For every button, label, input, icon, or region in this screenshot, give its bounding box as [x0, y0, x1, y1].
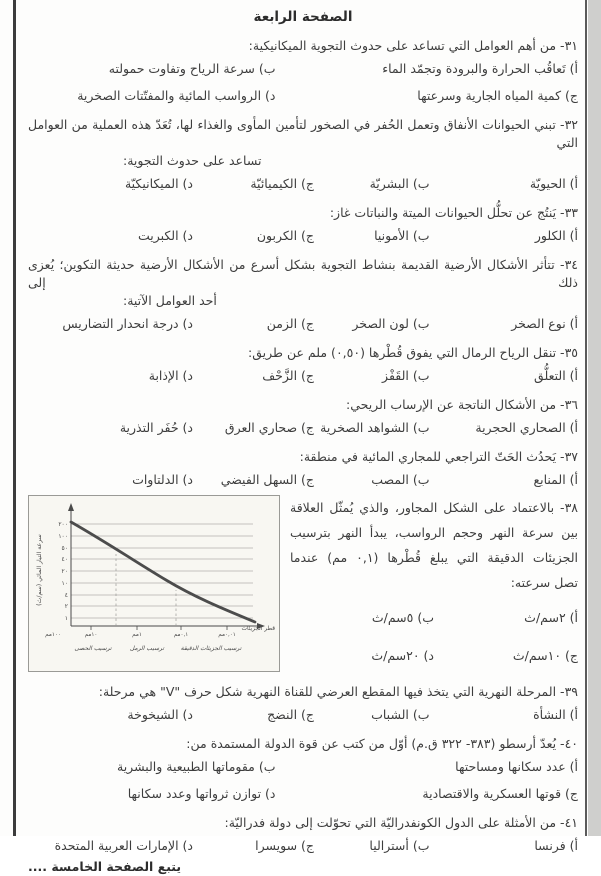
options-row	[28, 60, 578, 105]
option-b: ب) ٥سم/ث	[371, 610, 434, 625]
option-b: ب) المصب	[371, 472, 430, 487]
option-d: د) الإمارات العربية المتحدة	[54, 838, 193, 853]
option-b: ب) أستراليا	[369, 838, 430, 853]
options-row	[28, 758, 578, 803]
dashed-boundaries	[116, 554, 176, 626]
option-c: ج) كمية المياه الجارية وسرعتها	[417, 88, 578, 103]
option-b: ب) القَفْز	[382, 368, 430, 383]
option-d: د) الميكانيكيّة	[124, 176, 193, 191]
x-tick: ٠,١مم	[173, 632, 189, 638]
question-38-text-column	[290, 495, 578, 668]
x-tick: ١٠مم	[84, 632, 98, 638]
page-title: الصفحة الرابعة	[253, 9, 353, 25]
y-tick: ٤٠	[61, 556, 68, 563]
x-tick: ١مم	[132, 632, 142, 638]
option-b: ب) البشريّة	[369, 176, 430, 191]
option-d: د) الدلتاوات	[132, 472, 193, 487]
option-b: ب) سرعة الرياح وتفاوت حمولته	[108, 61, 276, 76]
option-d: د) الإذابة	[148, 368, 193, 383]
options-row	[290, 605, 578, 668]
option-d: د) الرواسب المائية والمفتّتات الصخرية	[77, 88, 276, 103]
option-a: أ) تَعاقُب الحرارة والبرودة وتجمّد الماء	[382, 61, 578, 76]
deposition-curve	[71, 522, 255, 622]
option-b: ب) الشواهد الصخرية	[320, 420, 430, 435]
option-a: أ) الصحاري الحجرية	[475, 420, 578, 435]
y-tick: ٤	[64, 592, 68, 599]
option-c: ج) ١٠سم/ث	[512, 648, 578, 663]
option-c: ج) صحاري العرق	[224, 420, 314, 435]
option-c: ج) الزمن	[266, 316, 314, 331]
question-text: ٣٢- تبني الحيوانات الأنفاق وتعمل الحُفر في الصخور لتأمين المأوى والغذاء لها، تُعَدّ هذه العملية من العوامل التي	[28, 117, 578, 150]
scan-edge-band	[588, 0, 601, 836]
options-row	[28, 367, 578, 385]
options-row	[28, 706, 578, 724]
region-label-fines: ترسيب الجزيئات الدقيقة	[180, 645, 242, 652]
x-tick: ١٠٠مم	[45, 632, 61, 638]
y-tick: ١٠	[61, 580, 68, 587]
option-d: د) الكبريت	[137, 228, 193, 243]
options-row	[28, 315, 578, 333]
question-text: ٣٩- المرحلة النهرية التي يتخذ فيها المقطع العرضي للقناة النهرية شكل حرف "V" هي مرحلة:	[98, 684, 578, 699]
question-text: ٣١- من أهم العوامل التي تساعد على حدوث التجوية الميكانيكية:	[248, 38, 578, 53]
option-c: ج) سويسرا	[255, 838, 314, 853]
page-frame-left	[13, 0, 16, 836]
question-31	[28, 37, 578, 105]
question-35	[28, 344, 578, 385]
question-text-line2: تساعد على حدوث التجوية:	[123, 153, 262, 168]
question-text: ٤١- من الأمثلة على الدول الكونفدراليّة التي تحوّلت إلى دولة فدراليّة:	[224, 815, 578, 830]
region-labels	[74, 645, 242, 652]
y-tick: ١٠٠	[58, 533, 68, 540]
option-b: ب) الأمونيا	[374, 228, 430, 243]
y-tick: ٢٠٠	[58, 521, 68, 528]
option-a: أ) التعلُّق	[534, 368, 578, 383]
y-axis-arrow-icon	[68, 503, 74, 511]
option-a: أ) الكلور	[534, 228, 578, 243]
options-row	[28, 471, 578, 489]
question-text: ٣٤- تتأثر الأشكال الأرضية القديمة بنشاط التجوية بشكل أسرع من الأشكال الأرضية حديثة التكوين؛ يُعزى ذلك إلى	[28, 257, 578, 290]
option-a: أ) نوع الصخر	[511, 316, 578, 331]
question-text-line2: أحد العوامل الآتية:	[123, 293, 217, 308]
option-c: ج) الكيميائيّة	[250, 176, 314, 191]
option-d: د) درجة انحدار التضاريس	[62, 316, 193, 331]
question-33	[28, 204, 578, 245]
option-c: ج) قوتها العسكرية والاقتصادية	[422, 786, 578, 801]
question-text: بين سرعة النهر وحجم الرواسب، يبدأ النهر بترسيب	[290, 525, 578, 540]
x-tick-labels	[45, 632, 236, 638]
question-text: الجزيئات الدقيقة التي يبلغ قُطْرها (٠,١ مم) عندما	[290, 550, 578, 565]
option-b: ب) الشباب	[371, 707, 430, 722]
page-frame-right	[585, 0, 587, 836]
question-39	[28, 683, 578, 724]
option-a: أ) المنابع	[533, 472, 578, 487]
question-34	[28, 256, 578, 333]
option-a: أ) الحيويّة	[529, 176, 578, 191]
question-text: ٣٨- بالاعتماد على الشكل المجاور، والذي يُمثّل العلاقة	[290, 500, 578, 515]
option-a: أ) عدد سكانها ومساحتها	[455, 759, 578, 774]
axes	[71, 508, 259, 626]
option-b: ب) مقوماتها الطبيعية والبشرية	[117, 759, 276, 774]
option-d: د) ٢٠سم/ث	[371, 648, 434, 663]
options-row	[28, 227, 578, 245]
question-text: ٤٠- يُعدّ أرسطو (٣٨٣- ٣٢٢ ق.م) أوّل من كتب عن قوة الدولة المستمدة من:	[186, 736, 578, 751]
question-37	[28, 448, 578, 489]
continuation-note: يتبع الصفحة الخامسة ....	[28, 859, 182, 874]
options-row	[28, 175, 578, 193]
option-c: ج) الكربون	[256, 228, 314, 243]
options-row	[28, 419, 578, 437]
x-tick-marks	[91, 626, 227, 630]
option-d: د) توازن ثرواتها وعدد سكانها	[127, 786, 276, 801]
question-text: ٣٥- تنقل الرياح الرمال التي يفوق قُطْرها (٠,٥٠) ملم عن طريق:	[248, 345, 578, 360]
region-label-sand: ترسيب الرمل	[129, 645, 165, 652]
y-axis-label: سرعة التيار المائي (سم/ث)	[36, 534, 43, 606]
page-content	[28, 0, 578, 876]
option-a: أ) النشأة	[533, 707, 578, 722]
options-row	[28, 837, 578, 855]
option-a: أ) فرنسا	[534, 838, 578, 853]
x-axis-label: قطر الجزيئات	[241, 626, 275, 632]
y-tick-labels	[58, 521, 68, 622]
option-b: ب) لون الصخر	[352, 316, 430, 331]
chart-svg	[31, 498, 277, 664]
option-d: د) الشيخوخة	[127, 707, 193, 722]
option-a: أ) ٢سم/ث	[524, 610, 578, 625]
question-38	[28, 495, 578, 672]
question-text: ٣٧- يَحدُث الحَتّ التراجعي للمجاري المائية في منطقة:	[299, 449, 578, 464]
question-32	[28, 116, 578, 193]
y-tick: ١	[64, 615, 68, 622]
question-40	[28, 735, 578, 803]
question-text: ٣٣- يَنتُج عن تحلُّل الحيوانات الميتة والنباتات غاز:	[329, 205, 578, 220]
y-tick: ٢٠	[61, 568, 68, 575]
option-c: ج) السهل الفيضي	[220, 472, 314, 487]
question-36	[28, 396, 578, 437]
option-d: د) حُفَر التذرية	[119, 420, 193, 435]
x-tick: ٠,٠١مم	[218, 632, 236, 638]
sediment-speed-chart	[28, 495, 280, 672]
region-label-gravel: ترسيب الحصى	[74, 645, 112, 652]
y-tick: ٥٠	[61, 545, 68, 552]
question-text: ٣٦- من الأشكال الناتجة عن الإرساب الريحي:	[346, 397, 578, 412]
y-tick: ٢	[64, 603, 68, 610]
question-41	[28, 814, 578, 855]
question-text: تصل سرعته:	[510, 575, 578, 590]
option-c: ج) النضج	[267, 707, 314, 722]
option-c: ج) الزَّحْف	[262, 368, 314, 383]
